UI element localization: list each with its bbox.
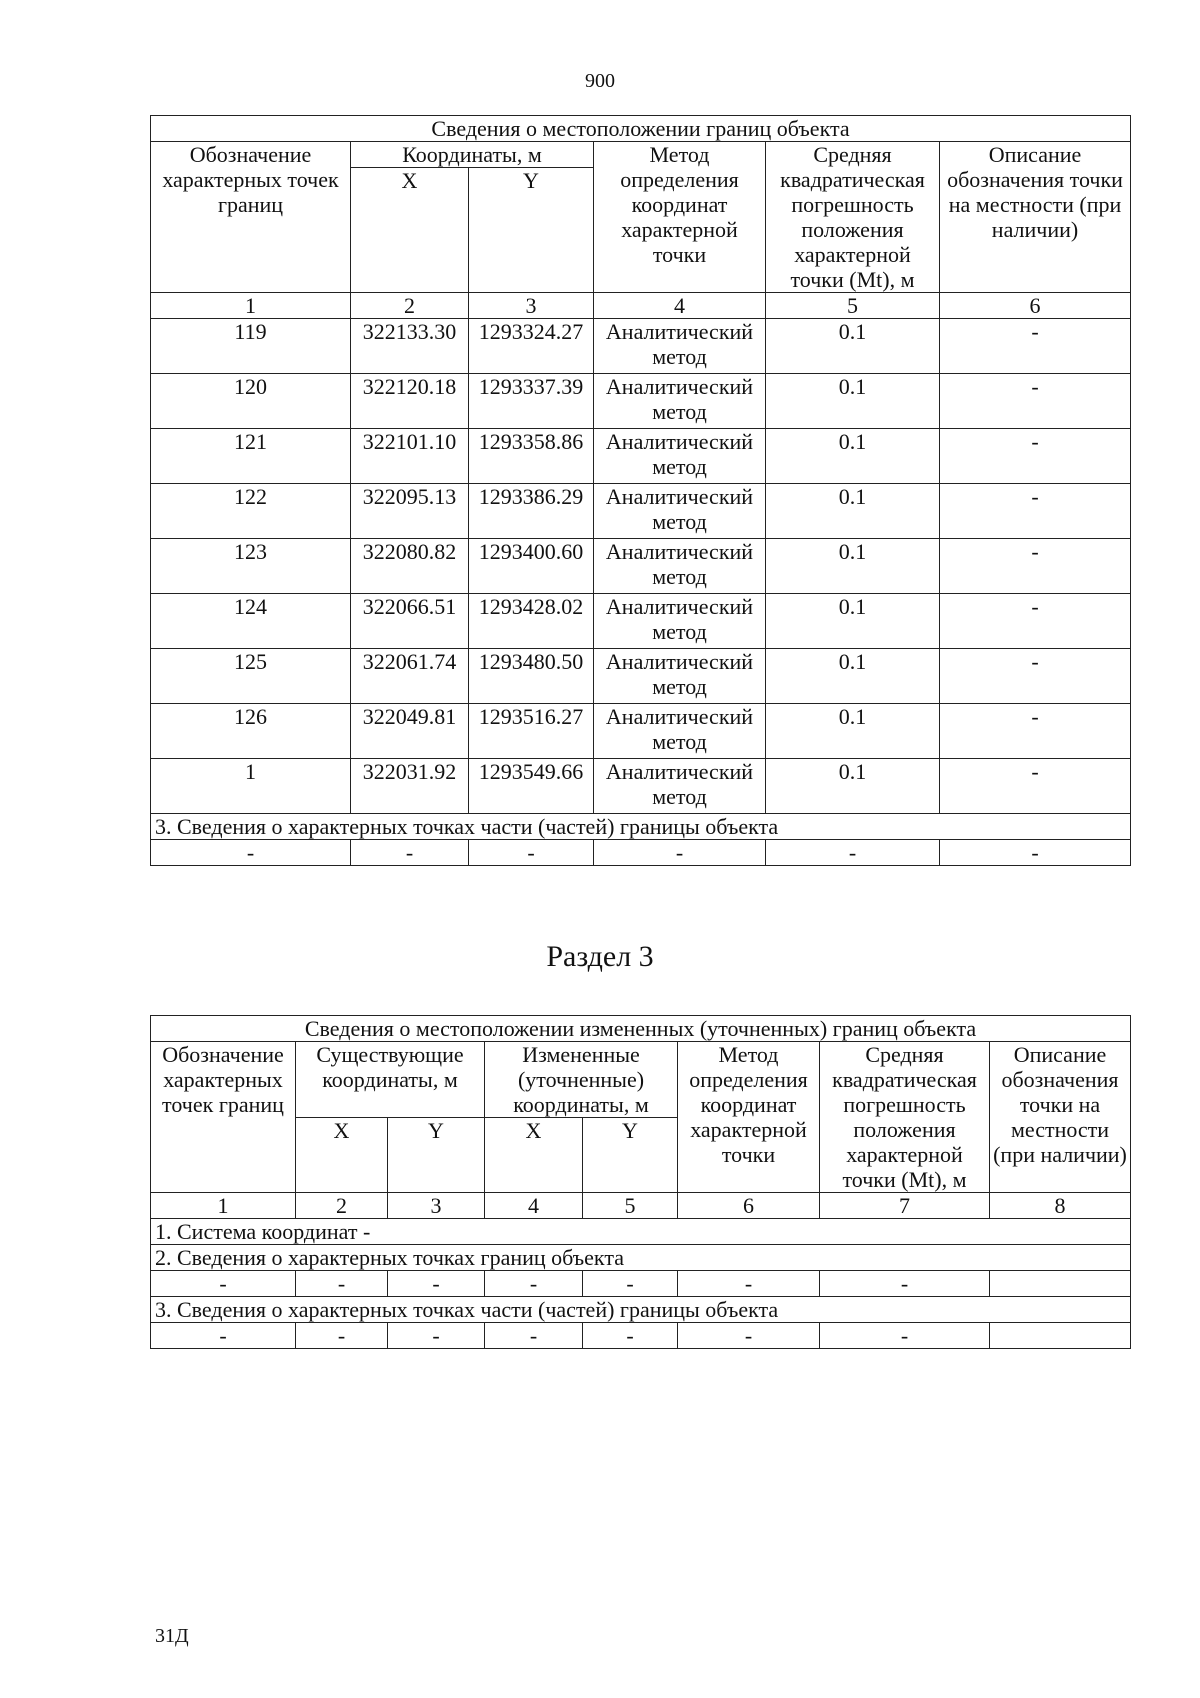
cell-method: Аналитический метод xyxy=(594,704,766,759)
header-existing: Существующие координаты, м xyxy=(296,1042,485,1118)
part-cell: - xyxy=(940,840,1131,866)
part-cell: - xyxy=(678,1323,820,1349)
header-x: X xyxy=(351,168,469,293)
cell-description: - xyxy=(940,759,1131,814)
part-section-label: 3. Сведения о характерных точках части (частей) границы объекта xyxy=(151,814,1131,840)
header-changed: Измененные (уточненные) координаты, м xyxy=(485,1042,678,1118)
cell-description: - xyxy=(940,374,1131,429)
table-row xyxy=(151,374,1131,429)
points-cell: - xyxy=(296,1271,388,1297)
cell-method: Аналитический метод xyxy=(594,374,766,429)
points-cell xyxy=(990,1271,1131,1297)
coord-system-row xyxy=(151,1219,1131,1245)
part-cell: - xyxy=(766,840,940,866)
col-number: 3 xyxy=(388,1193,485,1219)
table-row xyxy=(151,484,1131,539)
header-y: Y xyxy=(469,168,594,293)
cell-y: 1293480.50 xyxy=(469,649,594,704)
cell-error: 0.1 xyxy=(766,649,940,704)
cell-method: Аналитический метод xyxy=(594,594,766,649)
cell-x: 322061.74 xyxy=(351,649,469,704)
cell-point: 122 xyxy=(151,484,351,539)
cell-error: 0.1 xyxy=(766,484,940,539)
cell-point: 126 xyxy=(151,704,351,759)
points-cell: - xyxy=(583,1271,678,1297)
header-point: Обозначение характерных точек границ xyxy=(151,1042,296,1193)
cell-method: Аналитический метод xyxy=(594,759,766,814)
col-number: 6 xyxy=(678,1193,820,1219)
header-row xyxy=(151,142,1131,168)
cell-error: 0.1 xyxy=(766,539,940,594)
cell-error: 0.1 xyxy=(766,319,940,374)
part-cell: - xyxy=(388,1323,485,1349)
table-title-row xyxy=(151,1016,1131,1042)
table-row xyxy=(151,594,1131,649)
part-cell: - xyxy=(151,1323,296,1349)
points-section-label: 2. Сведения о характерных точках границ объекта xyxy=(151,1245,1131,1271)
cell-y: 1293324.27 xyxy=(469,319,594,374)
table-title: Сведения о местоположении границ объекта xyxy=(151,116,1131,142)
cell-x: 322133.30 xyxy=(351,319,469,374)
table-title-row xyxy=(151,116,1131,142)
part-row xyxy=(151,840,1131,866)
header-y2: Y xyxy=(583,1118,678,1193)
cell-x: 322095.13 xyxy=(351,484,469,539)
header-description: Описание обозначения точки на местности (при наличии) xyxy=(990,1042,1131,1193)
header-description: Описание обозначения точки на местности (при наличии) xyxy=(940,142,1131,293)
points-row xyxy=(151,1271,1131,1297)
col-number: 8 xyxy=(990,1193,1131,1219)
points-cell: - xyxy=(151,1271,296,1297)
table-row xyxy=(151,759,1131,814)
cell-y: 1293337.39 xyxy=(469,374,594,429)
part-cell xyxy=(990,1323,1131,1349)
part-cell: - xyxy=(594,840,766,866)
cell-y: 1293428.02 xyxy=(469,594,594,649)
col-number: 1 xyxy=(151,1193,296,1219)
header-y1: Y xyxy=(388,1118,485,1193)
cell-error: 0.1 xyxy=(766,374,940,429)
points-cell: - xyxy=(388,1271,485,1297)
cell-point: 119 xyxy=(151,319,351,374)
cell-y: 1293516.27 xyxy=(469,704,594,759)
table-title: Сведения о местоположении измененных (уточненных) границ объекта xyxy=(151,1016,1131,1042)
col-number: 1 xyxy=(151,293,351,319)
part-cell: - xyxy=(583,1323,678,1349)
table-row xyxy=(151,429,1131,484)
header-x2: X xyxy=(485,1118,583,1193)
cell-x: 322066.51 xyxy=(351,594,469,649)
part-cell: - xyxy=(820,1323,990,1349)
cell-y: 1293358.86 xyxy=(469,429,594,484)
table-body xyxy=(151,319,1131,814)
header-error: Средняя квадратическая погрешность положения характерной точки (Mt), м xyxy=(820,1042,990,1193)
cell-x: 322101.10 xyxy=(351,429,469,484)
cell-error: 0.1 xyxy=(766,429,940,484)
header-row xyxy=(151,1042,1131,1118)
part-cell: - xyxy=(469,840,594,866)
part-section-label: 3. Сведения о характерных точках части (частей) границы объекта xyxy=(151,1297,1131,1323)
cell-point: 125 xyxy=(151,649,351,704)
cell-description: - xyxy=(940,484,1131,539)
changed-boundaries-table xyxy=(150,1015,1131,1349)
cell-y: 1293386.29 xyxy=(469,484,594,539)
cell-method: Аналитический метод xyxy=(594,484,766,539)
column-numbers-row xyxy=(151,293,1131,319)
header-coords: Координаты, м xyxy=(351,142,594,168)
table-row xyxy=(151,704,1131,759)
column-numbers-row xyxy=(151,1193,1131,1219)
col-number: 4 xyxy=(594,293,766,319)
header-method: Метод определения координат характерной точки xyxy=(594,142,766,293)
part-section-row xyxy=(151,814,1131,840)
header-method: Метод определения координат характерной точки xyxy=(678,1042,820,1193)
col-number: 7 xyxy=(820,1193,990,1219)
header-x1: X xyxy=(296,1118,388,1193)
part-cell: - xyxy=(151,840,351,866)
cell-point: 124 xyxy=(151,594,351,649)
table-row xyxy=(151,539,1131,594)
cell-method: Аналитический метод xyxy=(594,319,766,374)
part-row xyxy=(151,1323,1131,1349)
boundary-points-table xyxy=(150,115,1131,866)
cell-description: - xyxy=(940,704,1131,759)
cell-error: 0.1 xyxy=(766,759,940,814)
coord-system-label: 1. Система координат - xyxy=(151,1219,1131,1245)
cell-point: 120 xyxy=(151,374,351,429)
col-number: 4 xyxy=(485,1193,583,1219)
col-number: 3 xyxy=(469,293,594,319)
cell-x: 322120.18 xyxy=(351,374,469,429)
cell-description: - xyxy=(940,649,1131,704)
part-cell: - xyxy=(485,1323,583,1349)
cell-point: 123 xyxy=(151,539,351,594)
cell-error: 0.1 xyxy=(766,704,940,759)
col-number: 6 xyxy=(940,293,1131,319)
cell-x: 322049.81 xyxy=(351,704,469,759)
cell-x: 322031.92 xyxy=(351,759,469,814)
header-point: Обозначение характерных точек границ xyxy=(151,142,351,293)
part-section-row xyxy=(151,1297,1131,1323)
cell-description: - xyxy=(940,539,1131,594)
cell-error: 0.1 xyxy=(766,594,940,649)
col-number: 5 xyxy=(766,293,940,319)
points-cell: - xyxy=(678,1271,820,1297)
cell-description: - xyxy=(940,594,1131,649)
cell-point: 121 xyxy=(151,429,351,484)
cell-y: 1293400.60 xyxy=(469,539,594,594)
table-row xyxy=(151,649,1131,704)
cell-description: - xyxy=(940,319,1131,374)
cell-description: - xyxy=(940,429,1131,484)
cell-point: 1 xyxy=(151,759,351,814)
table-row xyxy=(151,319,1131,374)
col-number: 2 xyxy=(296,1193,388,1219)
section-title: Раздел 3 xyxy=(546,940,654,973)
part-cell: - xyxy=(296,1323,388,1349)
footer-code: 31Д xyxy=(155,1625,189,1647)
header-error: Средняя квадратическая погрешность положения характерной точки (Mt), м xyxy=(766,142,940,293)
col-number: 2 xyxy=(351,293,469,319)
cell-x: 322080.82 xyxy=(351,539,469,594)
part-cell: - xyxy=(351,840,469,866)
points-cell: - xyxy=(820,1271,990,1297)
page-number: 900 xyxy=(585,70,615,92)
points-cell: - xyxy=(485,1271,583,1297)
cell-y: 1293549.66 xyxy=(469,759,594,814)
points-section-row xyxy=(151,1245,1131,1271)
cell-method: Аналитический метод xyxy=(594,539,766,594)
cell-method: Аналитический метод xyxy=(594,429,766,484)
cell-method: Аналитический метод xyxy=(594,649,766,704)
col-number: 5 xyxy=(583,1193,678,1219)
